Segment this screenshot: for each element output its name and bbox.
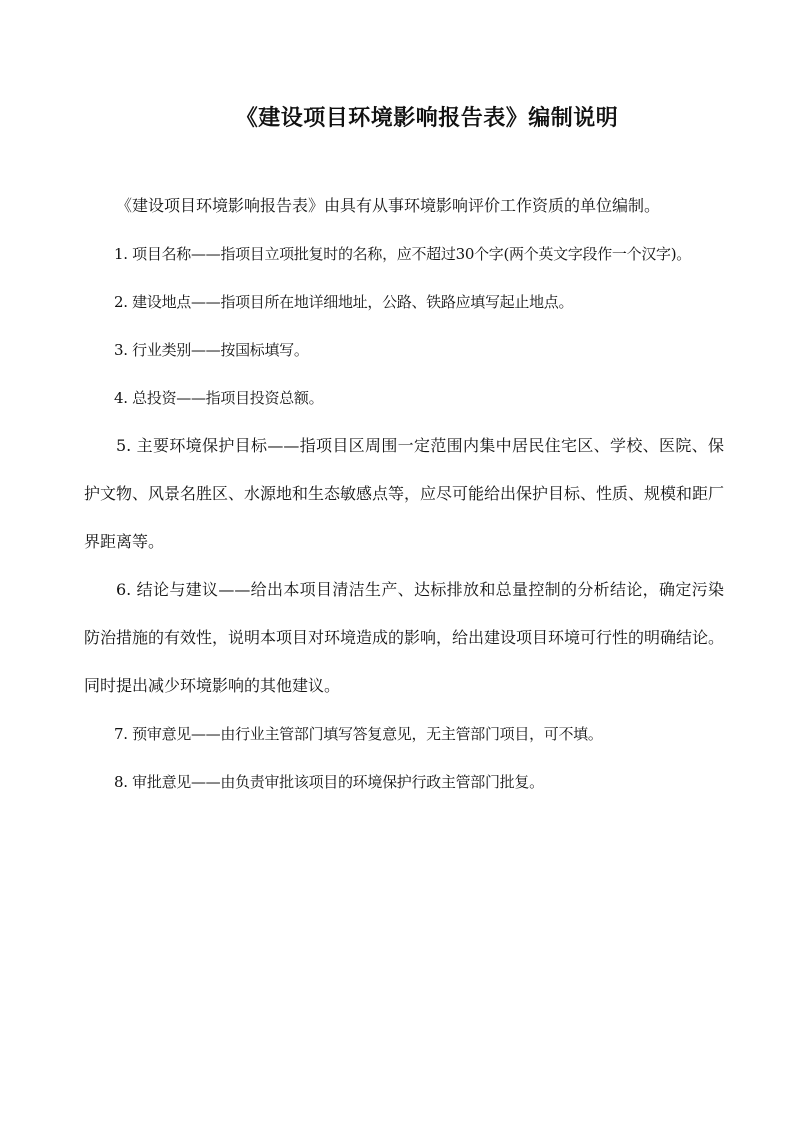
item-5-protection-targets: 5. 主要环境保护目标——指项目区周围一定范围内集中居民住宅区、学校、医院、保护文物、风景名胜区、水源地和生态敏感点等，应尽可能给出保护目标、性质、规模和距厂界距离等。 bbox=[84, 436, 725, 551]
item-4-total-investment: 4. 总投资——指项目投资总额。 bbox=[114, 389, 324, 407]
item-6-conclusions: 6. 结论与建议——给出本项目清洁生产、达标排放和总量控制的分析结论，确定污染防治措施的有效性，说明本项目对环境造成的影响，给出建设项目环境可行性的明确结论。同时提出减少环境影响的其他建议。 bbox=[84, 580, 725, 695]
document-title: 《建设项目环境影响报告表》编制说明 bbox=[235, 105, 619, 131]
item-7-preliminary-review: 7. 预审意见——由行业主管部门填写答复意见，无主管部门项目，可不填。 bbox=[114, 725, 603, 743]
item-2-construction-site: 2. 建设地点——指项目所在地详细地址，公路、铁路应填写起止地点。 bbox=[114, 293, 574, 311]
item-1-project-name: 1. 项目名称——指项目立项批复时的名称，应不超过30个字(两个英文字段作一个汉字)。 bbox=[114, 245, 691, 263]
intro-paragraph: 《建设项目环境影响报告表》由具有从事环境影响评价工作资质的单位编制。 bbox=[116, 196, 661, 215]
item-3-industry-category: 3. 行业类别——按国标填写。 bbox=[114, 341, 309, 359]
document-body bbox=[84, 182, 724, 806]
item-8-approval-opinion: 8. 审批意见——由负责审批该项目的环境保护行政主管部门批复。 bbox=[114, 773, 544, 791]
